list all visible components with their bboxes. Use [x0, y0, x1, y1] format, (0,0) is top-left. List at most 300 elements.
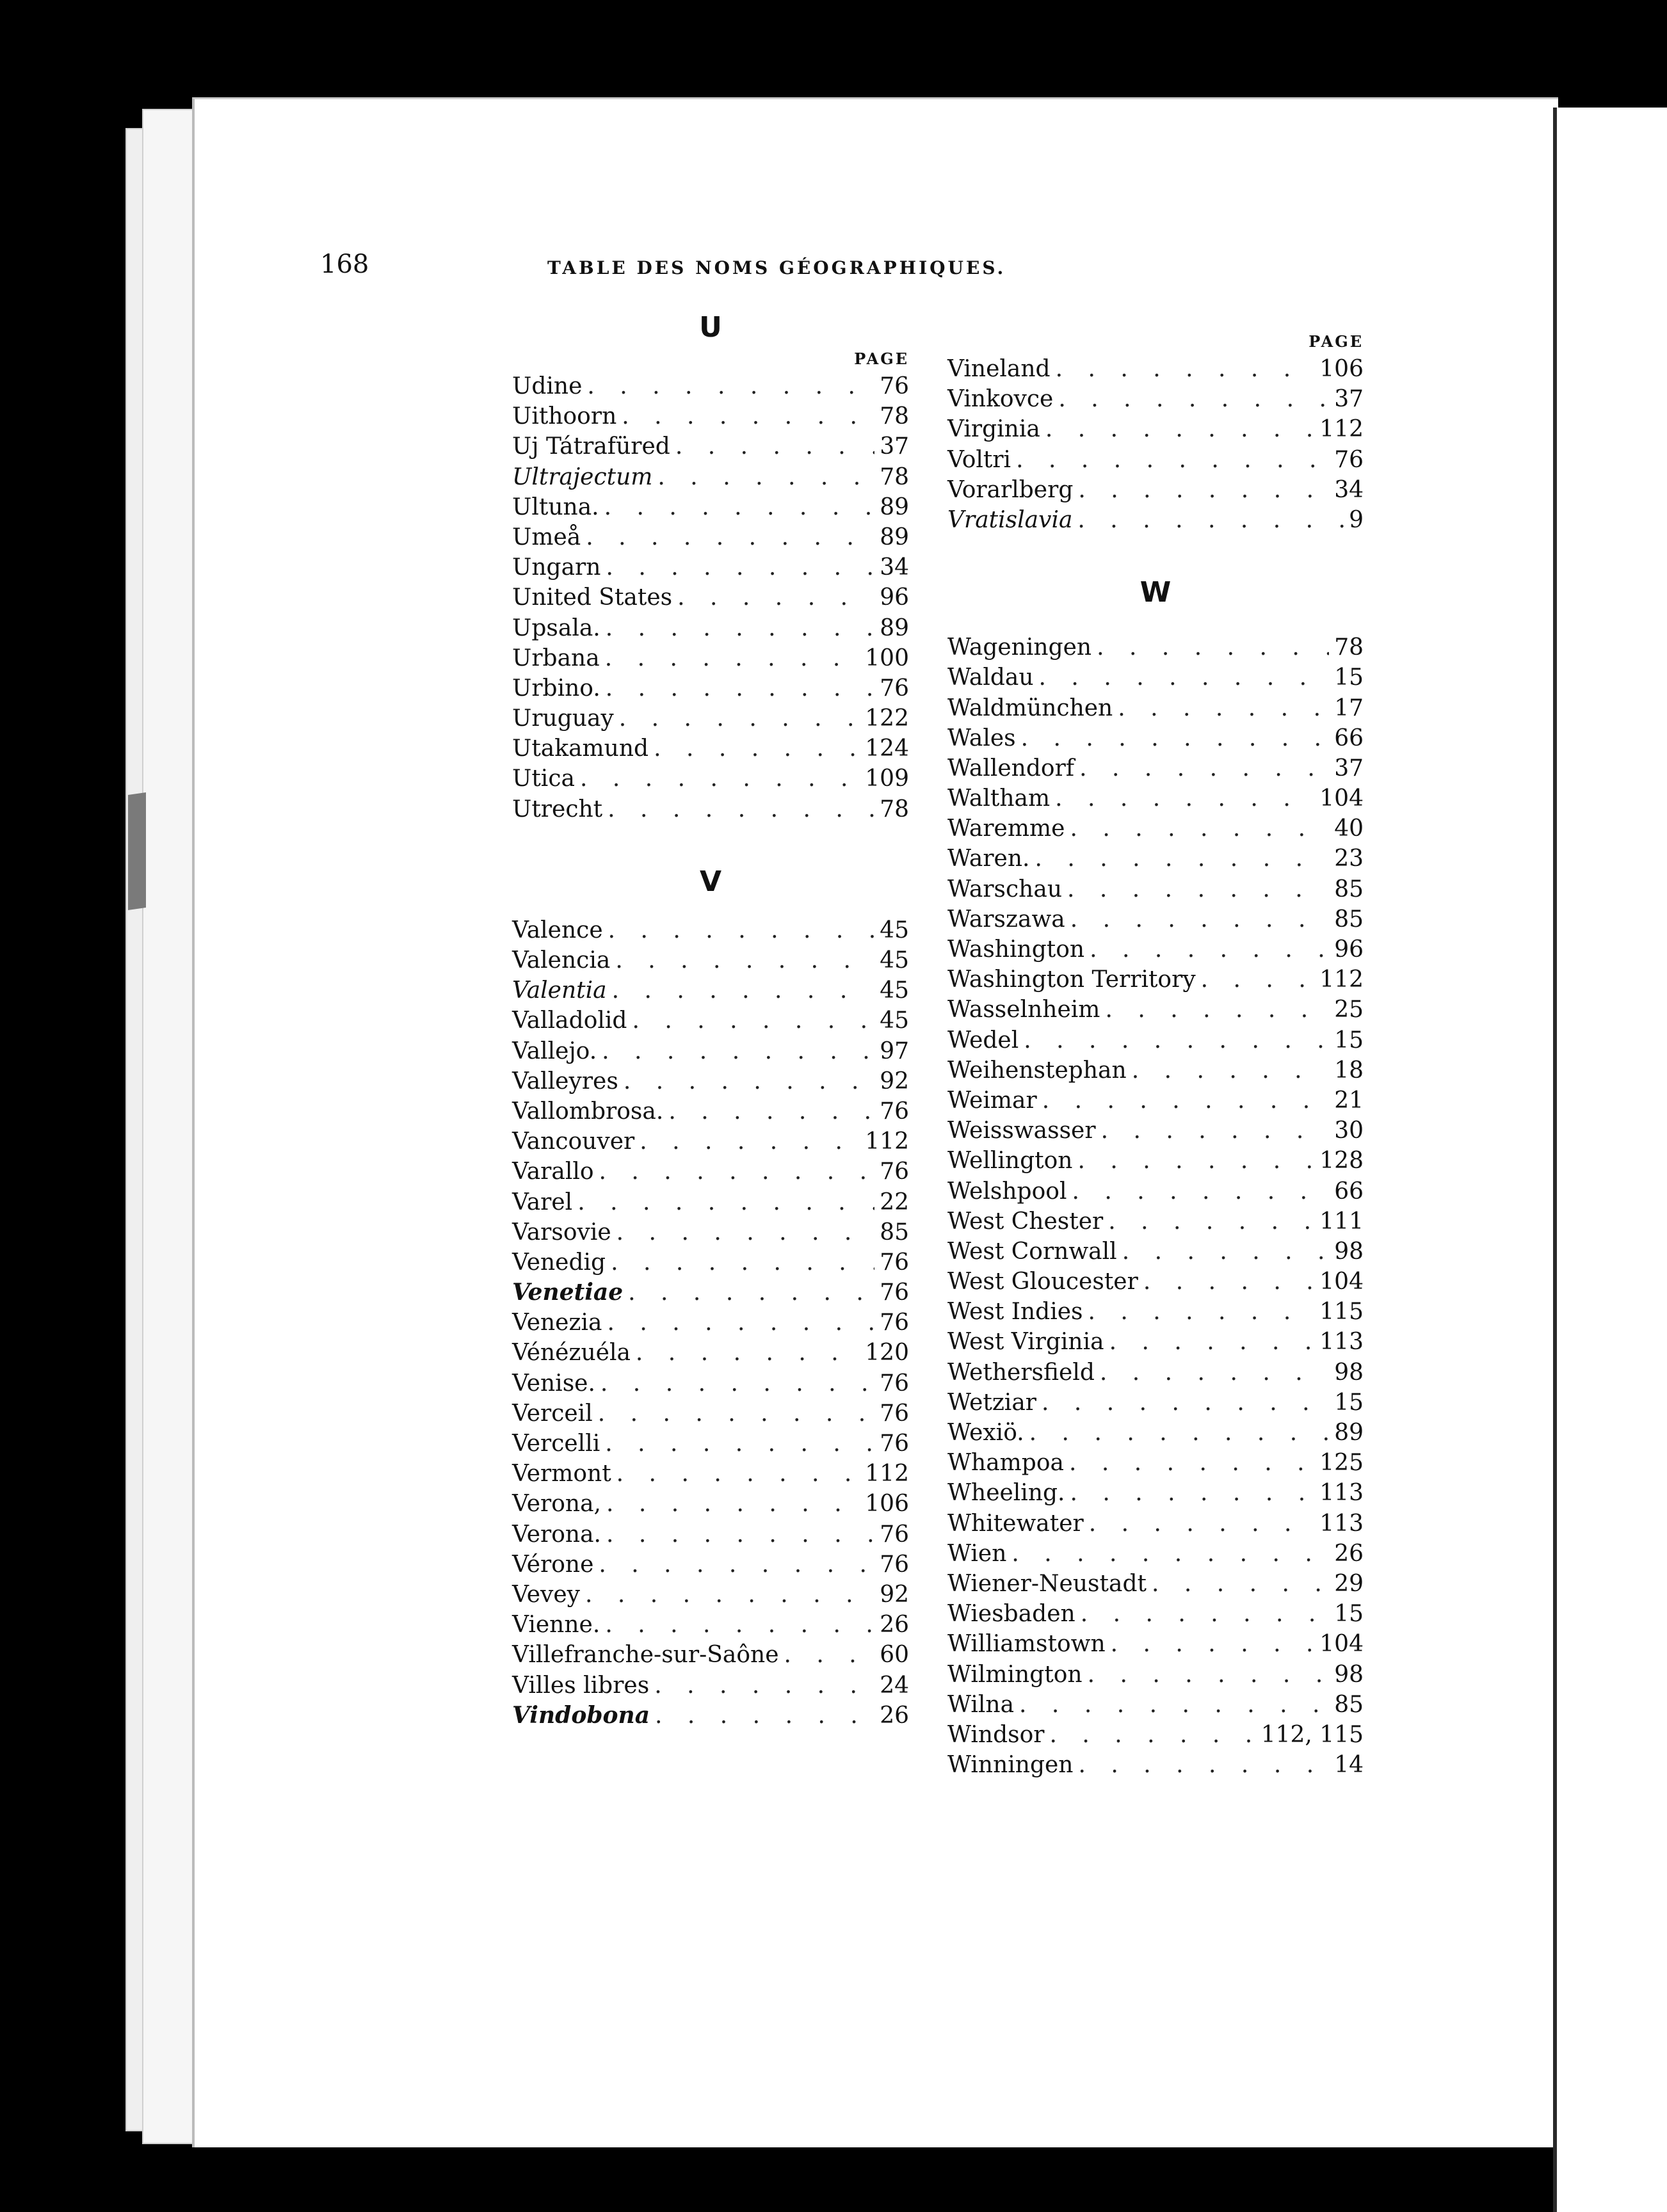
index-entry: [512, 431, 909, 461]
entry-page: 76: [880, 1249, 909, 1276]
leader-dots: [612, 975, 875, 1006]
index-entry: [512, 1036, 909, 1066]
leader-dots: [580, 764, 860, 794]
index-entry: [947, 1146, 1364, 1176]
entry-name: Whitewater: [947, 1510, 1084, 1537]
leader-dots: [606, 613, 874, 643]
leader-dots: [622, 401, 874, 431]
leader-dots: [628, 1278, 874, 1308]
entry-name: Warszawa: [947, 906, 1065, 933]
entry-name: Wellington: [947, 1148, 1073, 1174]
entry-name: West Indies: [947, 1299, 1083, 1326]
leader-dots: [1077, 1146, 1314, 1176]
entry-name: Utica: [512, 765, 575, 792]
leader-dots: [1090, 934, 1329, 965]
entry-page: 76: [880, 373, 909, 399]
index-entry: [512, 462, 909, 492]
leader-dots: [677, 582, 874, 613]
binding-tab: [128, 792, 146, 910]
entry-page: 30: [1334, 1118, 1364, 1144]
leader-dots: [1111, 1629, 1315, 1659]
entry-page: 26: [880, 1612, 909, 1639]
entry-name: Upsala.: [512, 614, 600, 641]
entry-page: 9: [1349, 506, 1364, 533]
leader-dots: [1088, 1297, 1315, 1327]
index-entry: [512, 1066, 909, 1096]
index-entry: [512, 643, 909, 673]
entry-page: 115: [1319, 1299, 1364, 1326]
leader-dots: [1045, 414, 1314, 444]
entry-name: Vienne.: [512, 1612, 600, 1639]
leader-dots: [619, 703, 860, 733]
index-entry: [947, 844, 1364, 874]
index-entry: [512, 1550, 909, 1580]
leader-dots: [1055, 783, 1314, 813]
leader-dots: [1016, 445, 1329, 475]
leader-dots: [608, 915, 875, 945]
index-entry: [947, 1569, 1364, 1599]
index-entry: [947, 1206, 1364, 1237]
entry-page: 45: [880, 947, 909, 974]
entry-page: 98: [1334, 1238, 1364, 1265]
entry-name: Udine: [512, 373, 583, 399]
entry-name: Vinkovce: [947, 386, 1054, 413]
entry-name: Wethersfield: [947, 1359, 1095, 1386]
leader-dots: [1101, 1116, 1330, 1146]
entry-page: 66: [1334, 1178, 1364, 1205]
entry-page: 106: [1319, 356, 1364, 382]
leader-dots: [1201, 965, 1315, 995]
leader-dots: [1097, 632, 1329, 662]
entry-page: 60: [880, 1642, 909, 1669]
leader-dots: [605, 1429, 874, 1459]
entry-name: Whampoa: [947, 1450, 1064, 1477]
entry-page: 15: [1334, 1601, 1364, 1628]
leader-dots: [654, 1671, 874, 1701]
entry-name: Verona,: [512, 1491, 601, 1518]
leader-dots: [1108, 1206, 1314, 1237]
leader-dots: [1143, 1267, 1314, 1297]
index-entry: [947, 1297, 1364, 1327]
entry-page: 76: [880, 1521, 909, 1548]
index-entry: [947, 1358, 1364, 1388]
entry-page: 112: [1319, 966, 1364, 993]
entry-page: 98: [1334, 1359, 1364, 1386]
entry-page: 76: [1334, 446, 1364, 473]
entry-name: Ultuna.: [512, 493, 599, 520]
entry-page: 96: [880, 584, 909, 611]
entry-page: 76: [880, 1310, 909, 1336]
index-entry: [947, 813, 1364, 844]
index-entry: [512, 1459, 909, 1489]
entry-page: 85: [1334, 1691, 1364, 1718]
leader-dots: [784, 1640, 875, 1670]
index-entry: [947, 965, 1364, 995]
entry-name: Utakamund: [512, 735, 649, 762]
leader-dots: [585, 1580, 874, 1610]
entry-name: Urbana: [512, 645, 600, 671]
entry-page: 92: [880, 1068, 909, 1094]
index-entry: [947, 1599, 1364, 1629]
entry-page: 29: [1334, 1570, 1364, 1597]
entry-page: 15: [1334, 664, 1364, 691]
entry-name: Vénézuéla: [512, 1340, 631, 1366]
entry-name: Varel: [512, 1189, 573, 1215]
entry-name: Wexiö.: [947, 1420, 1024, 1446]
index-entry: [512, 371, 909, 401]
index-entry: [512, 975, 909, 1006]
index-entry: [512, 1247, 909, 1278]
entry-name: Winningen: [947, 1752, 1074, 1779]
entry-name: Uj Tátrafüred: [512, 433, 670, 460]
entry-name: Wiener-Neustadt: [947, 1570, 1147, 1597]
leader-dots: [1077, 505, 1344, 535]
entry-page: 76: [880, 675, 909, 701]
entry-name: Vallejo.: [512, 1038, 597, 1064]
index-entry: [512, 1278, 909, 1308]
entry-page: 97: [880, 1038, 909, 1064]
index-list-w: [947, 632, 1364, 1780]
entry-page: 112: [865, 1461, 909, 1487]
entry-page: 34: [1334, 476, 1364, 503]
entry-page: 45: [880, 1007, 909, 1034]
entry-name: United States: [512, 584, 673, 611]
entry-page: 34: [880, 554, 909, 581]
section-letter-w: W: [1140, 576, 1172, 609]
index-entry: [947, 445, 1364, 475]
index-entry: [512, 764, 909, 794]
entry-name: Welshpool: [947, 1178, 1067, 1205]
entry-name: Valentia: [512, 977, 607, 1004]
running-title: TABLE DES NOMS GÉOGRAPHIQUES.: [547, 257, 1006, 278]
entry-page: 128: [1319, 1148, 1364, 1174]
index-entry: [512, 794, 909, 824]
entry-page: 122: [865, 705, 909, 732]
entry-page: 106: [865, 1491, 909, 1518]
entry-name: Valleyres: [512, 1068, 618, 1094]
leader-dots: [1132, 1055, 1330, 1086]
entry-page: 78: [1334, 634, 1364, 661]
entry-page: 78: [880, 796, 909, 822]
index-entry: [512, 1640, 909, 1670]
leader-dots: [616, 1459, 860, 1489]
leader-dots: [1105, 995, 1329, 1025]
leader-dots: [577, 1187, 874, 1217]
entry-page: 76: [880, 1551, 909, 1578]
section-letter-u: U: [699, 311, 722, 344]
index-entry: [947, 1690, 1364, 1720]
leader-dots: [1058, 384, 1329, 414]
index-entry: [512, 613, 909, 643]
index-entry: [512, 1701, 909, 1731]
leader-dots: [1056, 354, 1315, 384]
leader-dots: [605, 643, 860, 673]
entry-name: Vindobona: [512, 1701, 650, 1729]
index-entry: [947, 1388, 1364, 1418]
entry-name: West Virginia: [947, 1329, 1104, 1356]
leader-dots: [640, 1126, 860, 1157]
index-entry: [947, 874, 1364, 904]
entry-page: 113: [1319, 1510, 1364, 1537]
entry-page: 89: [880, 524, 909, 550]
entry-name: Vallombrosa.: [512, 1098, 664, 1125]
entry-name: Varsovie: [512, 1219, 611, 1246]
entry-name: Washington: [947, 936, 1085, 963]
entry-name: Venise.: [512, 1370, 595, 1397]
entry-page: 26: [1334, 1540, 1364, 1567]
leader-dots: [1024, 1025, 1329, 1055]
index-entry: [947, 662, 1364, 693]
entry-name: Varallo: [512, 1158, 594, 1185]
entry-name: Verceil: [512, 1400, 593, 1427]
index-entry: [947, 1660, 1364, 1690]
leader-dots: [668, 1096, 874, 1126]
entry-page: 14: [1334, 1752, 1364, 1779]
index-entry: [512, 1338, 909, 1368]
index-entry: [512, 552, 909, 582]
entry-name: Waltham: [947, 785, 1051, 812]
entry-page: 92: [880, 1581, 909, 1608]
leader-dots: [1152, 1569, 1329, 1599]
entry-page: 76: [880, 1098, 909, 1125]
index-entry: [512, 1368, 909, 1399]
entry-name: West Chester: [947, 1208, 1104, 1235]
index-entry: [947, 1720, 1364, 1750]
index-entry: [947, 1539, 1364, 1569]
entry-page: 76: [880, 1400, 909, 1427]
entry-page: 45: [880, 917, 909, 943]
entry-page: 124: [865, 735, 909, 762]
entry-page: 15: [1334, 1027, 1364, 1054]
entry-page: 76: [880, 1370, 909, 1397]
leader-dots: [602, 1036, 874, 1066]
entry-page: 21: [1334, 1087, 1364, 1114]
index-list-v: [512, 915, 909, 1731]
index-entry: [947, 384, 1364, 414]
entry-name: Wetziar: [947, 1389, 1036, 1416]
entry-page: 113: [1319, 1480, 1364, 1507]
leader-dots: [1035, 844, 1329, 874]
entry-name: Vevey: [512, 1581, 580, 1608]
leader-dots: [655, 1701, 874, 1731]
leader-dots: [607, 1308, 874, 1338]
leader-dots: [675, 431, 874, 461]
entry-page: 85: [1334, 906, 1364, 933]
entry-name: Ultrajectum: [512, 463, 653, 490]
index-entry: [947, 995, 1364, 1025]
index-entry: [947, 1025, 1364, 1055]
entry-name: Villefranche-sur-Saône: [512, 1642, 779, 1669]
entry-page: 76: [880, 1431, 909, 1457]
leader-dots: [1109, 1327, 1315, 1357]
page-column-label: PAGE: [854, 349, 909, 368]
index-entry: [512, 1308, 909, 1338]
entry-page: 98: [1334, 1661, 1364, 1688]
left-column: [512, 309, 909, 1731]
leader-dots: [1067, 874, 1329, 904]
entry-page: 15: [1334, 1389, 1364, 1416]
entry-page: 37: [880, 433, 909, 460]
entry-name: Valence: [512, 917, 603, 943]
entry-name: Venezia: [512, 1310, 602, 1336]
entry-name: Uithoorn: [512, 403, 617, 430]
entry-name: West Cornwall: [947, 1238, 1117, 1265]
entry-name: Valladolid: [512, 1007, 627, 1034]
index-entry: [512, 673, 909, 703]
leader-dots: [1100, 1358, 1329, 1388]
leader-dots: [600, 1368, 874, 1399]
entry-page: 112, 115: [1260, 1721, 1364, 1748]
entry-page: 96: [1334, 936, 1364, 963]
leader-dots: [1081, 1599, 1329, 1629]
entry-page: 104: [1319, 1269, 1364, 1295]
entry-page: 85: [880, 1219, 909, 1246]
index-entry: [512, 1187, 909, 1217]
index-entry: [947, 1750, 1364, 1780]
entry-page: 76: [880, 1279, 909, 1306]
index-entry: [947, 1237, 1364, 1267]
index-entry: [512, 492, 909, 522]
index-entry: [512, 1157, 909, 1187]
leader-dots: [1042, 1388, 1329, 1418]
entry-page: 25: [1334, 997, 1364, 1023]
index-entry: [947, 904, 1364, 934]
entry-name: Verona.: [512, 1521, 601, 1548]
index-entry: [947, 1509, 1364, 1539]
right-column: [947, 330, 1364, 1780]
leader-dots: [1078, 475, 1329, 505]
page-number: 168: [320, 250, 369, 279]
entry-name: Waldau: [947, 664, 1034, 691]
entry-page: 85: [1334, 876, 1364, 902]
leader-dots: [1088, 1660, 1330, 1690]
leader-dots: [606, 1489, 860, 1519]
index-entry: [947, 1116, 1364, 1146]
entry-name: Venedig: [512, 1249, 606, 1276]
entry-name: Wilna: [947, 1691, 1015, 1718]
index-entry: [947, 1086, 1364, 1116]
entry-page: 125: [1319, 1450, 1364, 1477]
entry-name: Wheeling.: [947, 1480, 1065, 1507]
entry-name: Vermont: [512, 1461, 611, 1487]
leader-dots: [654, 733, 860, 764]
index-entry: [512, 1489, 909, 1519]
entry-page: 66: [1334, 725, 1364, 751]
leader-dots: [1072, 1176, 1329, 1206]
entry-name: Warschau: [947, 876, 1063, 902]
index-entry: [512, 915, 909, 945]
leader-dots: [1049, 1720, 1255, 1750]
index-entry: [947, 1478, 1364, 1508]
section-letter-v: V: [699, 865, 722, 898]
entry-name: Wasselnheim: [947, 997, 1100, 1023]
entry-name: Venetiae: [512, 1279, 624, 1306]
leader-dots: [1069, 1448, 1314, 1478]
entry-name: Ungarn: [512, 554, 601, 581]
leader-dots: [1122, 1237, 1330, 1267]
facing-page-edge: [1553, 108, 1667, 2212]
entry-page: 18: [1334, 1057, 1364, 1084]
entry-name: Vratislavia: [947, 506, 1073, 533]
index-entry: [947, 1448, 1364, 1478]
index-entry: [512, 1580, 909, 1610]
index-entry: [947, 783, 1364, 813]
index-entry: [512, 1610, 909, 1640]
index-entry: [512, 1399, 909, 1429]
entry-page: 113: [1319, 1329, 1364, 1356]
entry-page: 22: [880, 1189, 909, 1215]
entry-page: 76: [880, 1158, 909, 1185]
leader-dots: [1079, 1750, 1330, 1780]
index-entry: [947, 1176, 1364, 1206]
entry-name: Weihenstephan: [947, 1057, 1127, 1084]
index-entry: [947, 1629, 1364, 1659]
entry-name: Vérone: [512, 1551, 594, 1578]
entry-name: Urbino.: [512, 675, 600, 701]
index-entry: [947, 934, 1364, 965]
index-entry: [512, 401, 909, 431]
leader-dots: [1070, 1478, 1315, 1508]
entry-name: Villes libres: [512, 1672, 650, 1699]
entry-page: 104: [1319, 785, 1364, 812]
entry-page: 89: [1334, 1420, 1364, 1446]
page-header: [320, 243, 1280, 294]
leader-dots: [624, 1066, 874, 1096]
entry-page: 45: [880, 977, 909, 1004]
entry-name: Weimar: [947, 1087, 1037, 1114]
index-entry: [512, 522, 909, 552]
entry-page: 78: [880, 403, 909, 430]
entry-page: 24: [880, 1672, 909, 1699]
index-entry: [947, 475, 1364, 505]
entry-name: Uruguay: [512, 705, 614, 732]
leader-dots: [1070, 813, 1329, 844]
leader-dots: [1039, 662, 1330, 693]
entry-page: 89: [880, 614, 909, 641]
leader-dots: [1042, 1086, 1329, 1116]
leader-dots: [616, 1217, 875, 1247]
leader-dots: [606, 673, 874, 703]
entry-page: 112: [865, 1128, 909, 1155]
leader-dots: [605, 1610, 874, 1640]
index-entry: [512, 1217, 909, 1247]
leader-dots: [1019, 1690, 1329, 1720]
entry-name: Washington Territory: [947, 966, 1196, 993]
entry-name: Waren.: [947, 846, 1030, 872]
index-entry: [512, 733, 909, 764]
entry-name: Voltri: [947, 446, 1011, 473]
leader-dots: [1079, 753, 1329, 783]
entry-name: Windsor: [947, 1721, 1045, 1748]
entry-page: 109: [865, 765, 909, 792]
leader-dots: [636, 1338, 860, 1368]
leader-dots: [599, 1550, 874, 1580]
entry-name: Weisswasser: [947, 1118, 1096, 1144]
entry-name: Wedel: [947, 1027, 1019, 1054]
entry-name: Vercelli: [512, 1431, 600, 1457]
index-entry: [947, 414, 1364, 444]
leader-dots: [604, 492, 875, 522]
index-entry: [512, 703, 909, 733]
index-entry: [947, 354, 1364, 384]
entry-name: Virginia: [947, 416, 1040, 443]
leader-dots: [615, 945, 874, 975]
entry-name: Wales: [947, 725, 1016, 751]
leader-dots: [606, 552, 874, 582]
index-entry: [947, 723, 1364, 753]
leader-dots: [598, 1399, 874, 1429]
leader-dots: [1011, 1539, 1329, 1569]
